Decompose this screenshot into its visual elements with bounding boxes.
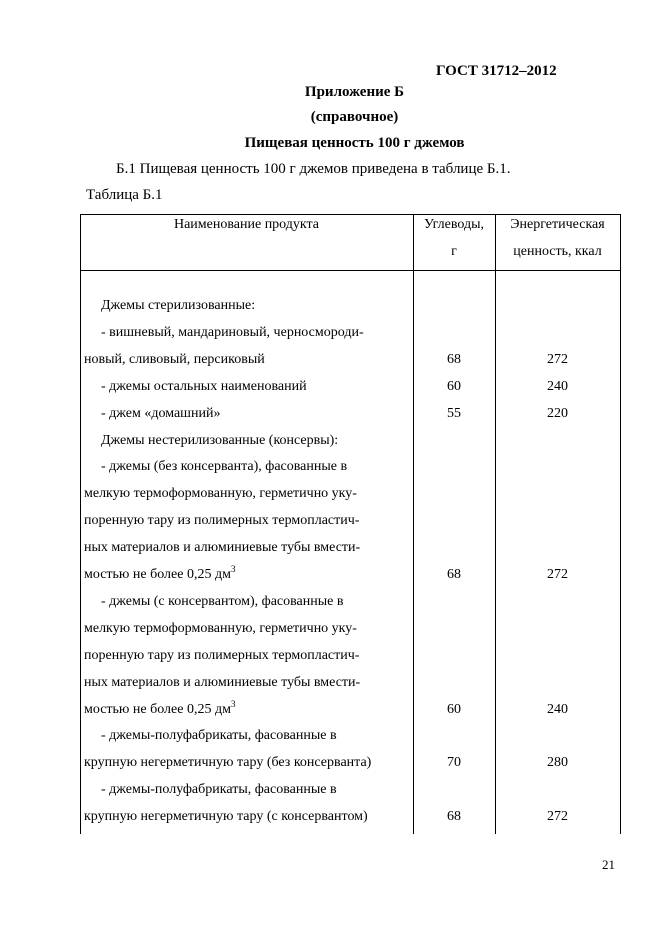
table-row: [80, 755, 620, 779]
energy-value: 220: [547, 405, 568, 421]
table-row: [80, 698, 620, 726]
product-name: - джемы (без консерванта), фасованные в: [101, 459, 348, 475]
table-row: [80, 298, 620, 322]
table-row: [80, 675, 620, 699]
table-row: [80, 594, 620, 618]
standard-code: ГОСТ 31712–2012: [436, 63, 557, 79]
table-row: [80, 564, 620, 591]
carbs-value: 68: [447, 351, 461, 367]
product-name: - джемы остальных наименований: [101, 378, 307, 394]
intro-paragraph: Б.1 Пищевая ценность 100 г джемов приведена в таблице Б.1.: [116, 161, 511, 177]
section-title: Пищевая ценность 100 г джемов: [244, 135, 465, 151]
table-row: [80, 352, 620, 376]
carbs-value: 60: [447, 701, 461, 717]
product-name: мостью не более 0,25 $дм^3$: [84, 564, 236, 582]
product-name: крупную негерметичную тару (с консервантом): [84, 809, 368, 825]
table-row: [80, 433, 620, 457]
product-name: ных материалов и алюминиевые тубы вмести-: [84, 674, 361, 690]
energy-value: 240: [547, 378, 568, 394]
appendix-title: Приложение Б: [304, 84, 405, 100]
product-name: - джемы-полуфабрикаты, фасованные в: [101, 728, 337, 744]
carbs-value: 55: [447, 405, 461, 421]
superscript: 3: [230, 564, 236, 574]
product-name: новый, сливовый, персиковый: [84, 351, 265, 367]
product-name: ных материалов и алюминиевые тубы вмести-: [84, 540, 361, 556]
product-name: - вишневый, мандариновый, черносмороди-: [101, 324, 364, 340]
product-name: Джемы нестерилизованные (консервы):: [101, 432, 339, 448]
table-right-border: [620, 214, 621, 834]
table-row: [80, 513, 620, 537]
product-name: мелкую термоформованную, герметично уку-: [84, 486, 357, 502]
product-name: - джем «домашний»: [101, 405, 221, 421]
carbs-value: 60: [447, 378, 461, 394]
product-name: поренную тару из полимерных термопластич-: [84, 647, 360, 663]
header-carbs-line1: Углеводы,: [423, 217, 485, 232]
carbs-value: 70: [447, 755, 461, 771]
energy-value: 240: [547, 701, 568, 717]
product-name: - джемы-полуфабрикаты, фасованные в: [101, 782, 337, 798]
table-row: [80, 459, 620, 483]
energy-value: 272: [547, 567, 568, 582]
table-row: [80, 648, 620, 672]
carbs-value: 68: [447, 567, 461, 582]
table-row: [80, 486, 620, 510]
energy-value: 272: [547, 351, 568, 367]
superscript: 3: [230, 698, 236, 709]
energy-value: 272: [547, 809, 568, 825]
header-product: Наименование продукта: [173, 217, 320, 232]
table-top-border: [80, 214, 621, 215]
table-row: [80, 728, 620, 752]
table-caption: Таблица Б.1: [86, 187, 163, 203]
table-row: [80, 406, 620, 430]
energy-value: 280: [547, 755, 568, 771]
header-energy-line1: Энергетическая: [510, 217, 605, 232]
product-name: Джемы стерилизованные:: [101, 298, 256, 313]
appendix-type: (справочное): [310, 109, 399, 125]
product-name: мостью не более 0,25 $дм^3$: [84, 698, 236, 717]
product-name: мелкую термоформованную, герметично уку-: [84, 620, 357, 636]
header-energy-line2: ценность, ккал: [513, 244, 602, 259]
table-row: [80, 782, 620, 806]
product-name: - джемы (с консервантом), фасованные в: [101, 593, 344, 609]
table-row: [80, 809, 620, 833]
table-header-border: [80, 270, 621, 271]
table-row: [80, 325, 620, 349]
table-row: [80, 379, 620, 403]
header-carbs-line2: г: [451, 244, 457, 259]
carbs-value: 68: [447, 809, 461, 825]
table-row: [80, 621, 620, 645]
table-row: [80, 540, 620, 564]
product-name: крупную негерметичную тару (без консерванта): [84, 755, 372, 771]
product-name: поренную тару из полимерных термопластич-: [84, 513, 360, 529]
page-number: 21: [602, 857, 615, 872]
